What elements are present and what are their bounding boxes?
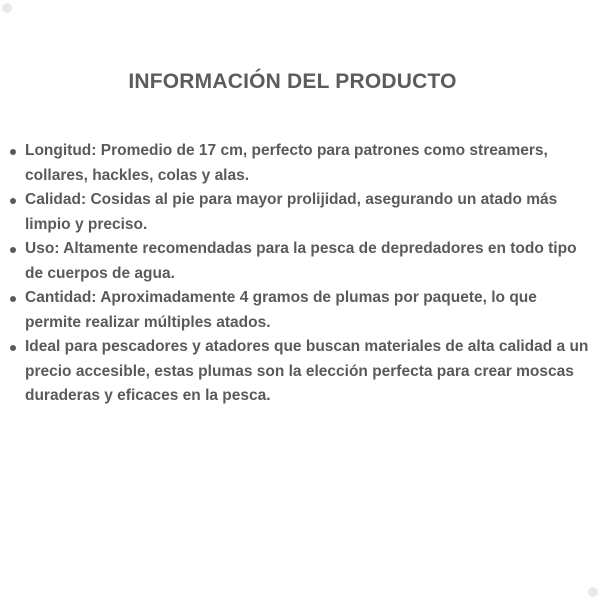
list-item-text: Calidad: Cosidas al pie para mayor prolijidad, asegurando un atado más — [25, 191, 558, 208]
list-item-text: permite realizar múltiples atados. — [25, 313, 271, 331]
list-item-text: limpio y preciso. — [25, 215, 148, 233]
list-item-ideal — [8, 335, 598, 409]
list-item-text: duraderas y eficaces en la pesca. — [25, 387, 271, 404]
bullet-icon — [10, 296, 16, 302]
list-item-text: collares, hackles, colas y alas. — [25, 166, 250, 184]
list-item-longitud — [8, 139, 598, 188]
list-item-cantidad — [8, 286, 598, 335]
list-item-text: precio accesible, estas plumas son la elección perfecta para crear moscas — [25, 362, 574, 380]
list-item-text: Ideal para pescadores y atadores que buscan materiales de alta calidad a un — [25, 338, 589, 355]
corner-dot-decoration — [2, 3, 12, 13]
product-info-list — [8, 139, 598, 409]
page-title: INFORMACIÓN DEL PRODUCTO — [128, 70, 457, 94]
bullet-icon — [10, 345, 16, 351]
corner-dot-decoration — [588, 587, 598, 597]
list-item-text: Longitud: Promedio de 17 cm, perfecto para patrones como streamers, — [25, 142, 548, 159]
list-item-calidad — [8, 188, 598, 237]
bullet-icon — [10, 247, 16, 253]
list-item-text: Uso: Altamente recomendadas para la pesca de depredadores en todo tipo — [25, 240, 577, 257]
list-item-text: Cantidad: Aproximadamente 4 gramos de plumas por paquete, lo que — [25, 289, 537, 306]
bullet-icon — [10, 198, 16, 204]
list-item-text: de cuerpos de agua. — [25, 264, 175, 282]
bullet-icon — [10, 149, 16, 155]
list-item-uso — [8, 237, 598, 286]
